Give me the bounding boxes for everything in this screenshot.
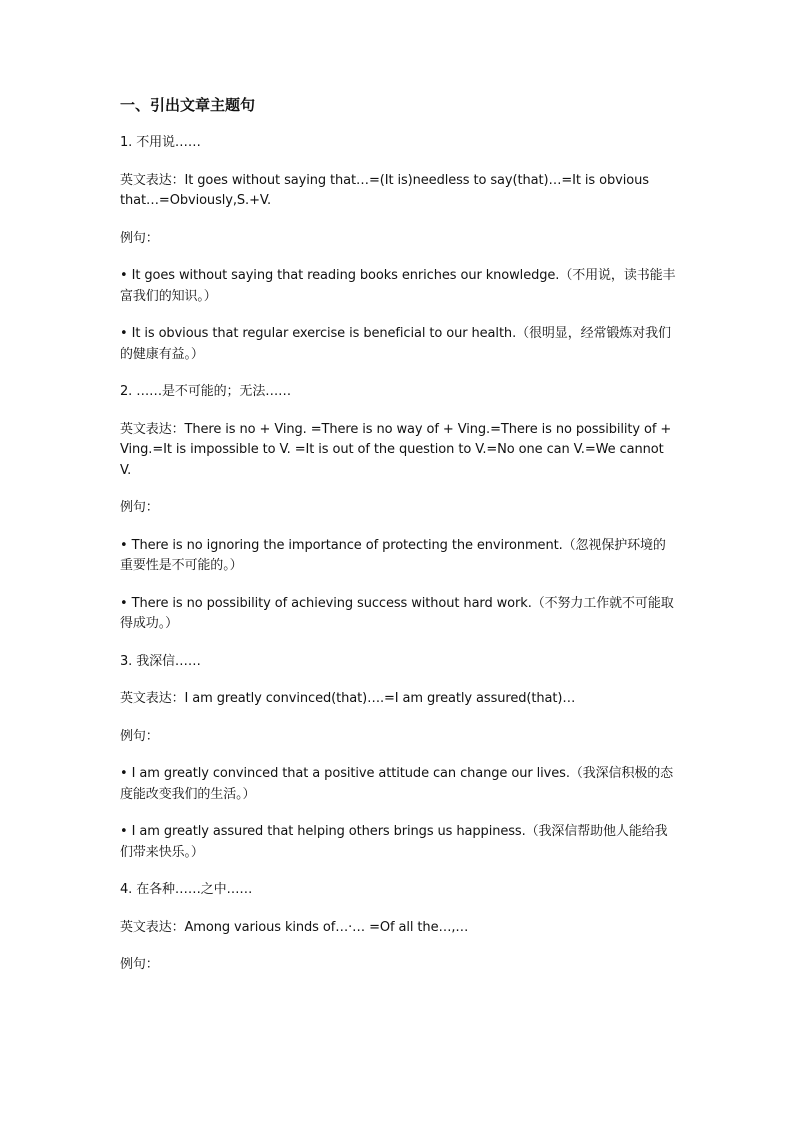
- example-2-2: • There is no possibility of achieving success without hard work.（不努力工作就不可能取得成功。）: [120, 595, 674, 631]
- section-title-2: 2. ……是不可能的；无法……: [120, 384, 292, 399]
- example-label-3: 例句：: [120, 728, 159, 744]
- example-1-1: • It goes without saying that reading books enriches our knowledge.（不用说，读书能丰富我们的知识。）: [120, 268, 676, 304]
- expression-4: 英文表达：Among various kinds of…·… =Of all the…,…: [120, 919, 469, 935]
- example-label-2: 例句：: [120, 500, 159, 515]
- example-3-1: • I am greatly convinced that a positive attitude can change our lives.（我深信积极的态度能改变我们的生活。）: [120, 766, 674, 802]
- expression-1: 英文表达：It goes without saying that…=(It is)needless to say(that)…=It is obvious that…=Obviously,S.+V.: [120, 172, 649, 208]
- example-1-2: • It is obvious that regular exercise is beneficial to our health.（很明显，经常锻炼对我们的健康有益。）: [120, 326, 671, 362]
- document-heading: 一、引出文章主题句: [120, 96, 256, 114]
- section-title-3: 3. 我深信……: [120, 653, 201, 669]
- document-page: [120, 94, 676, 993]
- example-2-1: • There is no ignoring the importance of protecting the environment.（忽视保护环境的重要性是不可能的。）: [120, 537, 666, 573]
- example-label-1: 例句：: [120, 230, 159, 246]
- expression-3: 英文表达：I am greatly convinced(that)….=I am greatly assured(that)…: [120, 691, 576, 706]
- expression-2: 英文表达：There is no + Ving. =There is no way of + Ving.=There is no possibility of + Ving.=It is impossible to V. =It is out of the question to V.=No one can V.=We cannot V.: [120, 421, 672, 478]
- example-label-4: 例句：: [120, 957, 159, 972]
- section-title-4: 4. 在各种……之中……: [120, 882, 253, 897]
- section-title-1: 1. 不用说……: [120, 135, 201, 150]
- example-3-2: • I am greatly assured that helping others brings us happiness.（我深信帮助他人能给我们带来快乐。）: [120, 824, 668, 860]
